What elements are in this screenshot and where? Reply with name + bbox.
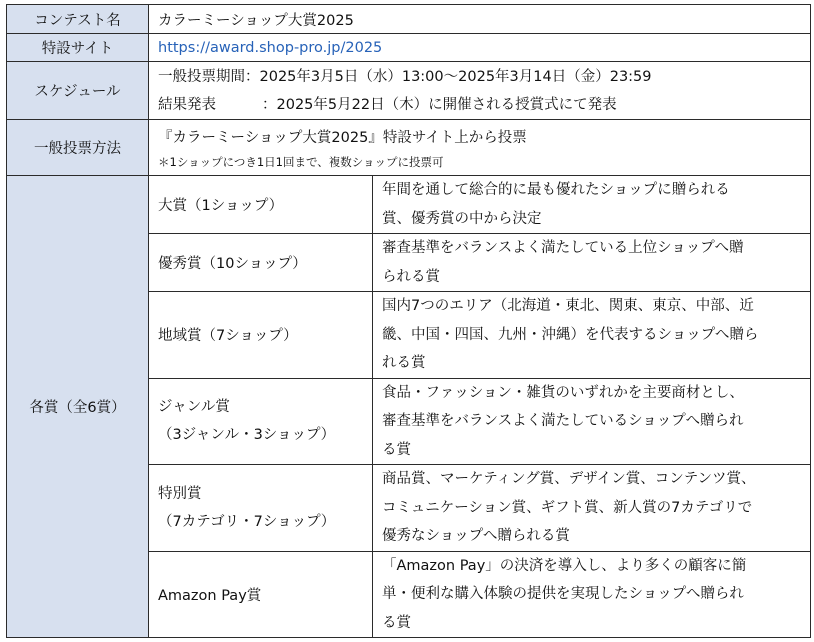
- voting-method-text: 『カラーミーショップ大賞2025』特設サイト上から投票: [158, 129, 527, 146]
- award-name-line: （3ジャンル・3ショップ）: [158, 427, 336, 444]
- contest-name-value: カラーミーショップ大賞2025: [149, 5, 811, 34]
- award-description-line: 「Amazon Pay」の決済を導入し、より多くの顧客に簡: [382, 557, 747, 574]
- schedule-voting-period: 一般投票期間：2025年3月5日（水）13:00～2025年3月14日（金）23:59: [158, 68, 652, 85]
- award-description-line: る賞: [382, 441, 411, 458]
- award-row: [7, 176, 811, 234]
- award-description-line: る賞: [382, 614, 411, 631]
- award-description-line: 審査基準をバランスよく満たしている上位ショップへ贈: [382, 240, 744, 256]
- label-schedule: スケジュール: [7, 62, 149, 120]
- award-description: [373, 292, 811, 379]
- award-name: [149, 551, 373, 638]
- award-description-line: 国内7つのエリア（北海道・東北、関東、東京、中部、近: [382, 298, 754, 314]
- award-description: [373, 234, 811, 292]
- award-name: [149, 465, 373, 552]
- row-special-site: [7, 34, 811, 62]
- label-awards: 各賞（全6賞）: [7, 176, 149, 638]
- award-description-line: 審査基準をバランスよく満たしているショップへ贈られ: [382, 413, 744, 429]
- award-description-line: 単・便利な購入体験の提供を実現したショップへ贈られ: [382, 586, 744, 602]
- award-description-line: 食品・ファッション・雑貨のいずれかを主要商材とし、: [382, 384, 744, 401]
- label-voting-method: 一般投票方法: [7, 120, 149, 176]
- award-description-line: 賞、優秀賞の中から決定: [382, 210, 542, 227]
- award-description-line: 年間を通して総合的に最も優れたショップに贈られる: [382, 182, 730, 198]
- award-description: [373, 378, 811, 465]
- award-name-line: Amazon Pay賞: [158, 587, 262, 604]
- award-description-line: 商品賞、マーケティング賞、デザイン賞、コンテンツ賞、: [382, 471, 756, 487]
- award-name-line: 地域賞（7ショップ）: [158, 328, 298, 345]
- award-name-line: （7カテゴリ・7ショップ）: [158, 513, 336, 530]
- award-name-line: 優秀賞（10ショップ）: [158, 256, 307, 272]
- label-contest-name: コンテスト名: [7, 5, 149, 34]
- special-site-link[interactable]: https://award.shop-pro.jp/2025: [158, 39, 383, 56]
- award-description-line: コミュニケーション賞、ギフト賞、新人賞の7カテゴリで: [382, 499, 753, 516]
- row-schedule: [7, 62, 811, 120]
- result-announcement-key: 結果発表: [158, 96, 216, 113]
- award-name: [149, 176, 373, 234]
- voting-method-note: ＊1ショップにつき1日1回まで、複数ショップに投票可: [158, 154, 444, 169]
- award-description: [373, 176, 811, 234]
- award-description: [373, 465, 811, 552]
- award-name-line: ジャンル賞: [158, 399, 230, 416]
- award-name: [149, 292, 373, 379]
- schedule-result-announcement: [158, 91, 810, 119]
- award-description-line: 畿、中国・四国、九州・沖縄）を代表するショップへ贈ら: [382, 326, 759, 343]
- award-description-line: 優秀なショップへ贈られる賞: [382, 528, 570, 544]
- award-name: [149, 234, 373, 292]
- row-voting-method: [7, 120, 811, 176]
- label-special-site: 特設サイト: [7, 34, 149, 62]
- schedule-cell: [149, 62, 811, 120]
- result-announcement-value: ：2025年5月22日（木）に開催される授賞式にて発表: [262, 96, 617, 113]
- award-name: [149, 378, 373, 465]
- award-name-line: 特別賞: [158, 485, 202, 502]
- voting-method-cell: [149, 120, 811, 176]
- award-description: [373, 551, 811, 638]
- contest-info-table: [6, 4, 811, 638]
- award-name-line: 大賞（1ショップ）: [158, 198, 284, 214]
- special-site-cell: [149, 34, 811, 62]
- award-description-line: られる賞: [382, 268, 440, 285]
- award-description-line: れる賞: [382, 355, 426, 371]
- row-contest-name: [7, 5, 811, 34]
